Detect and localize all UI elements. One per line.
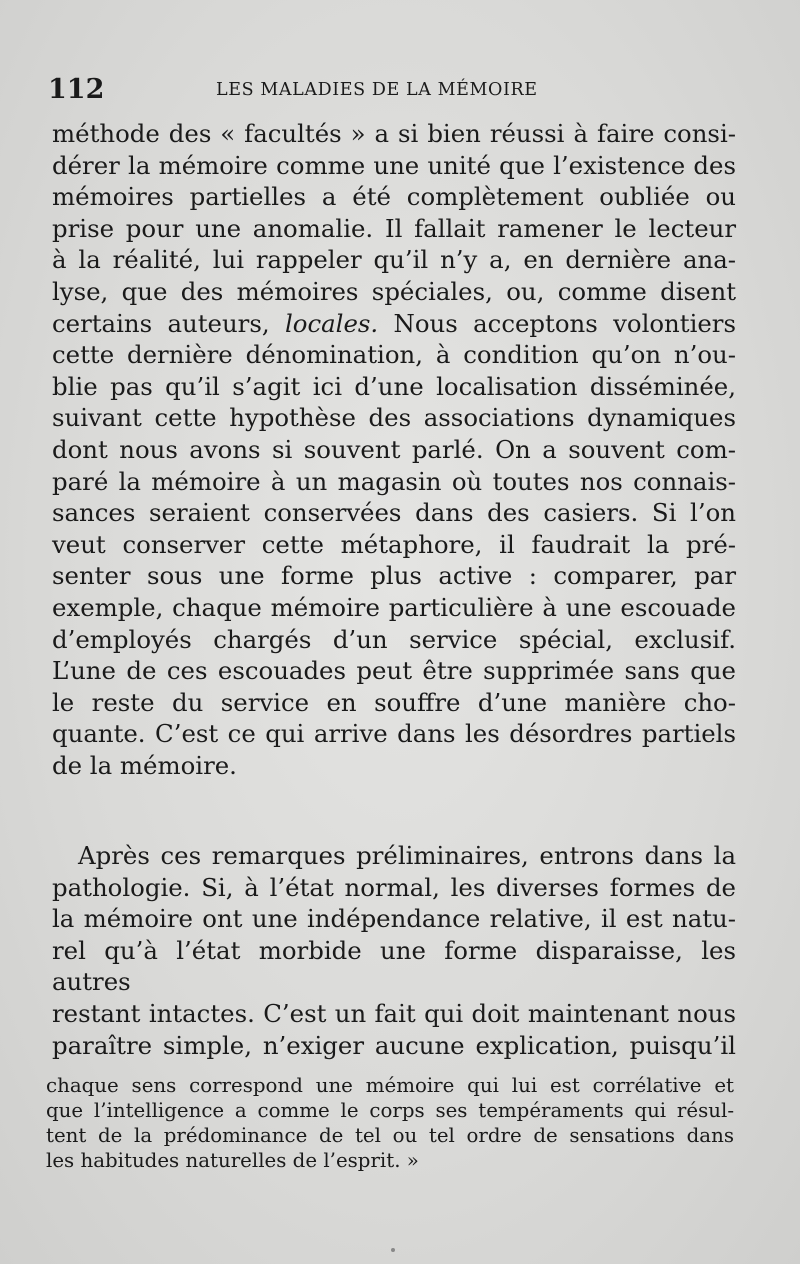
text-line: d’employés chargés d’un service spécial, exclusif. <box>52 624 736 654</box>
footnote <box>46 1073 734 1173</box>
running-head: LES MALADIES DE LA MÉMOIRE <box>216 80 538 100</box>
text-line: à la réalité, lui rappeler qu’il n’y a, en dernière ana- <box>52 245 736 275</box>
text-line: sances seraient conservées dans des casiers. Si l’on <box>52 498 736 528</box>
text-line: rel qu’à l’état morbide une forme disparaisse, les autres <box>52 935 736 997</box>
page-number: 112 <box>48 74 105 105</box>
text-run: certains auteurs, <box>52 308 285 338</box>
text-line: Après ces remarques préliminaires, entrons dans la <box>78 841 736 870</box>
text-line: cette dernière dénomination, à condition qu’on n’ou- <box>52 340 736 370</box>
text-line: veut conserver cette métaphore, il faudrait la pré- <box>52 529 736 559</box>
text-line: dont nous avons si souvent parlé. On a souvent com- <box>52 434 736 464</box>
text-line: L’une de ces escouades peut être supprimée sans que <box>52 656 736 686</box>
text-line: lyse, que des mémoires spéciales, ou, comme disent <box>52 276 736 306</box>
text-run: Nous acceptons volontiers <box>378 308 736 338</box>
text-line: de la mémoire. <box>52 750 237 780</box>
paper-speck <box>391 1248 395 1252</box>
text-line: senter sous une forme plus active : comparer, par <box>52 561 736 591</box>
footnote-line: que l’intelligence a comme le corps ses tempéraments qui résul- <box>46 1099 734 1122</box>
text-line-mixed <box>52 308 736 340</box>
footnote-line: tent de la prédominance de tel ou tel ordre de sensations dans <box>46 1124 734 1147</box>
text-line: mémoires partielles a été complètement oubliée ou <box>52 182 736 212</box>
text-line: prise pour une anomalie. Il fallait ramener le lecteur <box>52 213 736 243</box>
text-line: exemple, chaque mémoire particulière à une escouade <box>52 592 736 622</box>
text-line: dérer la mémoire comme une unité que l’existence des <box>52 150 736 180</box>
text-line: suivant cette hypothèse des associations dynamiques <box>52 403 736 433</box>
text-line: blie pas qu’il s’agit ici d’une localisation disséminée, <box>52 371 736 401</box>
text-line: quante. C’est ce qui arrive dans les désordres partiels <box>52 719 736 749</box>
text-line: le reste du service en souffre d’une manière cho- <box>52 687 736 717</box>
text-line: la mémoire ont une indépendance relative, il est natu- <box>52 904 736 934</box>
footnote-line: chaque sens correspond une mémoire qui lui est corrélative et <box>46 1074 734 1097</box>
text-line: méthode des « facultés » a si bien réussi à faire consi- <box>52 119 736 148</box>
text-line: pathologie. Si, à l’état normal, les diverses formes de <box>52 872 736 902</box>
paragraph-2 <box>52 840 736 1061</box>
text-line: paraître simple, n’exiger aucune explication, puisqu’il <box>52 1030 736 1060</box>
footnote-line: les habitudes naturelles de l’esprit. » <box>46 1149 419 1172</box>
text-line: paré la mémoire à un magasin où toutes nos connais- <box>52 466 736 496</box>
page-header <box>48 74 738 104</box>
paragraph-1 <box>52 118 736 781</box>
text-line: restant intactes. C’est un fait qui doit maintenant nous <box>52 998 736 1028</box>
italic-word: locales. <box>284 308 379 338</box>
